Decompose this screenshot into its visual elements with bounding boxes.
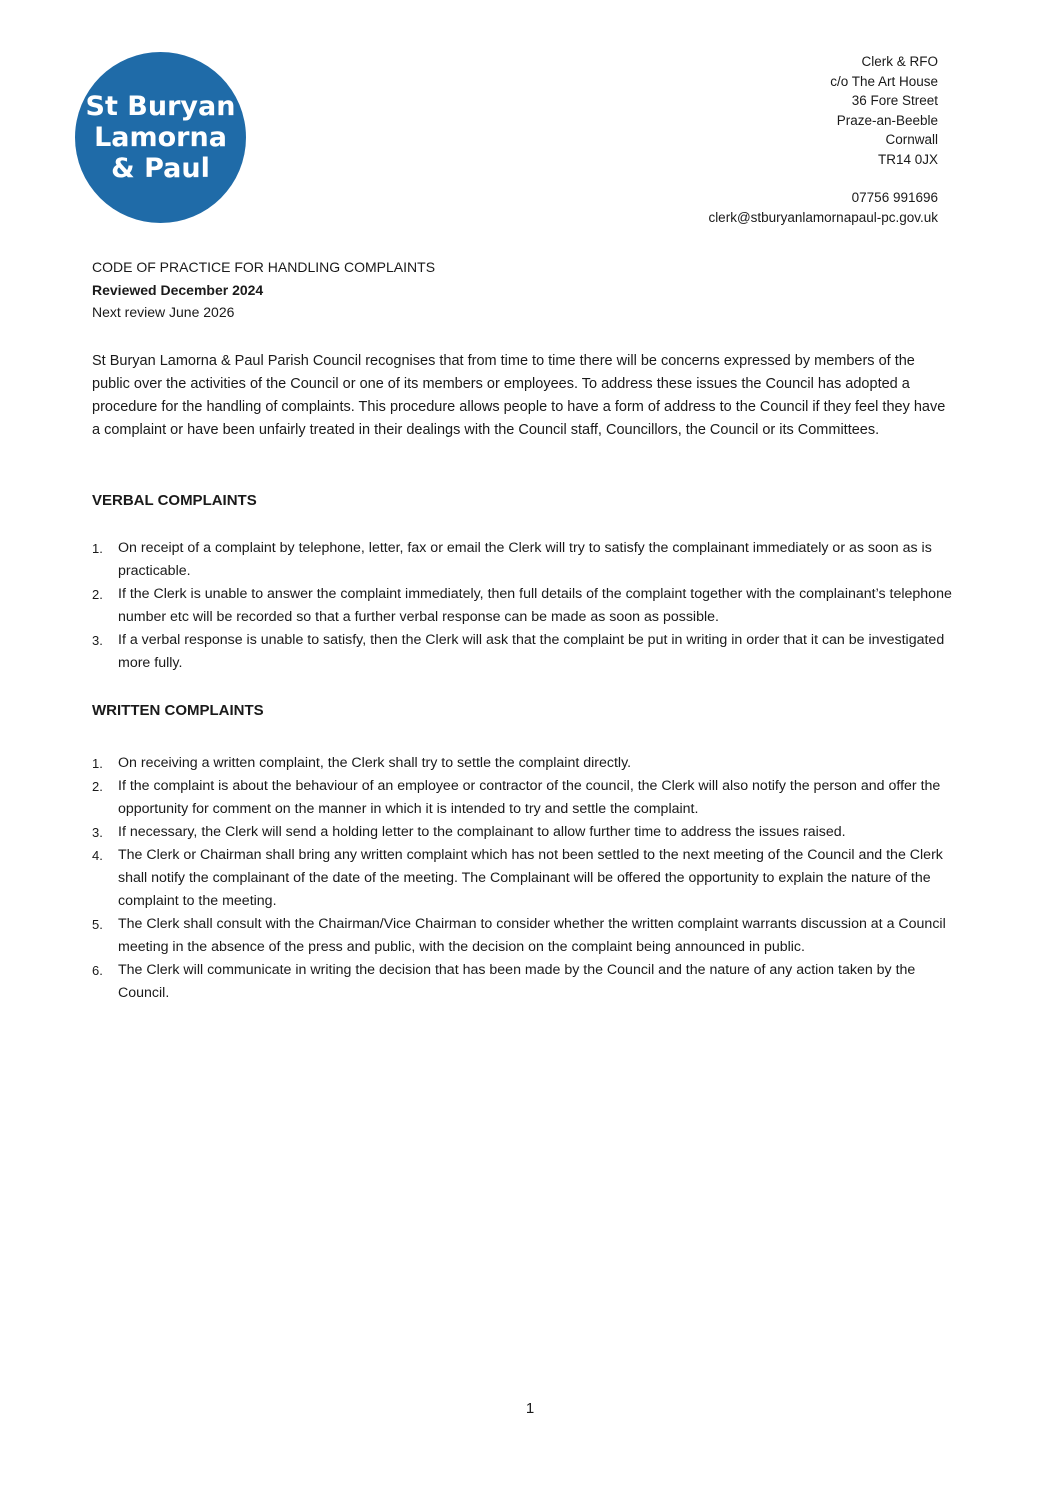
address-spacer (708, 169, 938, 188)
list-text: The Clerk shall consult with the Chairman/Vice Chairman to consider whether the written complaint warrants discussion at a Council meeting in the absence of the press and public, with the decision on the complaint being announced in public. (118, 916, 946, 955)
list-number: 5. (92, 917, 103, 932)
list-item (92, 583, 958, 629)
address-county: Cornwall (885, 132, 938, 147)
list-item (92, 537, 958, 583)
written-complaints-list (92, 752, 958, 1005)
written-complaints-heading: WRITTEN COMPLAINTS (92, 702, 264, 719)
list-text: If the Clerk is unable to answer the complaint immediately, then full details of the complaint together with the complainant’s telephone number etc will be recorded so that a further verbal response can be made as soon as possible. (118, 586, 952, 625)
address-role: Clerk & RFO (861, 54, 938, 69)
list-number: 6. (92, 963, 103, 978)
list-number: 2. (92, 779, 103, 794)
council-logo (75, 52, 246, 223)
logo-line-2: Lamorna (94, 122, 227, 153)
list-text: The Clerk will communicate in writing the decision that has been made by the Council and the nature of any action taken by the Council. (118, 962, 916, 1001)
address-care-of: c/o The Art House (830, 73, 938, 89)
list-item (92, 775, 958, 821)
reviewed-date: Reviewed December 2024 (92, 281, 264, 298)
page-number: 1 (525, 1400, 535, 1417)
verbal-complaints-heading: VERBAL COMPLAINTS (92, 492, 257, 509)
list-number: 1. (92, 756, 103, 771)
list-number: 3. (92, 825, 103, 840)
list-text: On receipt of a complaint by telephone, letter, fax or email the Clerk will try to satisfy the complainant immediately or as soon as is practicable. (118, 540, 932, 579)
address-email[interactable]: clerk@stburyanlamornapaul-pc.gov.uk (708, 209, 938, 225)
list-number: 1. (92, 541, 103, 556)
list-text: If a verbal response is unable to satisfy, then the Clerk will ask that the complaint be put in writing in order that it can be investigated more fully. (118, 632, 945, 671)
address-town: Praze-an-Beeble (836, 112, 938, 128)
list-item (92, 913, 958, 959)
list-text: If the complaint is about the behaviour of an employee or contractor of the council, the Clerk will also notify the person and offer the opportunity for comment on the manner in which it is intended to try and settle the complaint. (118, 778, 941, 817)
list-number: 2. (92, 587, 103, 602)
list-text: The Clerk or Chairman shall bring any written complaint which has not been settled to the next meeting of the Council and the Clerk shall notify the complainant of the date of the meeting. The Complainant will be offered the opportunity to explain the nature of the complaint to the meeting. (118, 847, 943, 909)
document-heading (92, 256, 435, 324)
intro-paragraph: St Buryan Lamorna & Paul Parish Council recognises that from time to time there will be concerns expressed by members of the public over the activities of the Council or one of its members or employees. To address these issues the Council has adopted a procedure for the handling of complaints. This procedure allows people to have a form of address to the Council if they feel they have a complaint or have been unfairly treated in their dealings with the Council staff, Councillors, the Council or its Committees. (92, 353, 946, 438)
address-street: 36 Fore Street (851, 93, 938, 108)
list-item (92, 629, 958, 675)
address-phone: 07756 991696 (851, 190, 938, 205)
address-block (708, 52, 938, 227)
logo-line-1: St Buryan (85, 91, 236, 122)
list-number: 3. (92, 633, 103, 648)
next-review-date: Next review June 2026 (92, 304, 235, 320)
list-text: On receiving a written complaint, the Clerk shall try to settle the complaint directly. (118, 755, 632, 771)
list-item (92, 959, 958, 1005)
list-text: If necessary, the Clerk will send a holding letter to the complainant to allow further time to address the issues raised. (118, 824, 846, 840)
list-number: 4. (92, 848, 103, 863)
verbal-complaints-list (92, 537, 958, 675)
list-item (92, 752, 958, 775)
address-postcode: TR14 0JX (877, 151, 938, 167)
list-item (92, 844, 958, 913)
list-item (92, 821, 958, 844)
logo-line-3: & Paul (111, 153, 210, 184)
document-title: CODE OF PRACTICE FOR HANDLING COMPLAINTS (92, 259, 436, 275)
